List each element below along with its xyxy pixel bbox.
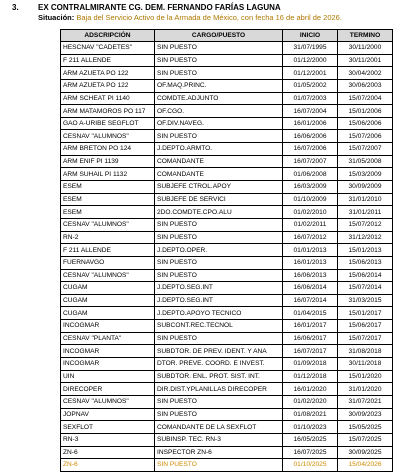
cell-termino: 15/06/2006 (338, 117, 393, 130)
heading (12, 3, 396, 23)
table-row (61, 218, 393, 231)
service-record-table (60, 29, 393, 472)
cell-termino: 15/03/2009 (338, 168, 393, 181)
cell-adscripcion: ESEM (61, 193, 155, 206)
cell-cargo: SIN PUESTO (155, 42, 283, 55)
cell-cargo: SIN PUESTO (155, 231, 283, 244)
table-row (61, 332, 393, 345)
situation-line (12, 13, 396, 23)
table-row (61, 433, 393, 446)
cell-inicio: 01/12/2018 (283, 370, 338, 383)
cell-termino: 15/06/2014 (338, 269, 393, 282)
cell-termino: 15/06/2017 (338, 320, 393, 333)
table-row (61, 282, 393, 295)
cell-inicio: 01/12/2001 (283, 67, 338, 80)
cell-inicio: 01/10/2023 (283, 421, 338, 434)
col-header-termino: TERMINO (338, 30, 393, 42)
cell-termino: 15/07/2004 (338, 92, 393, 105)
cell-adscripcion: INCOGMAR (61, 320, 155, 333)
cell-cargo: SUBDTOR. DE PREV. IDENT. Y ANA (155, 345, 283, 358)
cell-inicio: 16/06/2006 (283, 130, 338, 143)
table-row (61, 67, 393, 80)
cell-termino: 30/09/2023 (338, 408, 393, 421)
cell-inicio: 01/08/2021 (283, 408, 338, 421)
col-header-cargo: CARGO/PUESTO (155, 30, 283, 42)
situation-text: Baja del Servicio Activo de la Armada de México, con fecha 16 de abril de 2026. (76, 13, 342, 22)
cell-termino: 31/01/2011 (338, 206, 393, 219)
cell-adscripcion: DIRECOPER (61, 383, 155, 396)
cell-inicio: 16/03/2009 (283, 181, 338, 194)
cell-cargo: J.DEPTO.APOYO TECNICO (155, 307, 283, 320)
cell-cargo: SIN PUESTO (155, 130, 283, 143)
cell-inicio: 01/01/2013 (283, 244, 338, 257)
cell-termino: 15/07/2025 (338, 433, 393, 446)
cell-adscripcion: ZN-6 (61, 459, 155, 472)
cell-inicio: 01/10/2025 (283, 459, 338, 472)
cell-termino: 15/07/2006 (338, 130, 393, 143)
cell-termino: 15/01/2020 (338, 370, 393, 383)
cell-inicio: 16/06/2013 (283, 269, 338, 282)
table-row (61, 307, 393, 320)
cell-termino: 30/09/2025 (338, 446, 393, 459)
cell-inicio: 01/12/2000 (283, 54, 338, 67)
cell-cargo: SIN PUESTO (155, 269, 283, 282)
table-row (61, 320, 393, 333)
table-row (61, 358, 393, 371)
cell-adscripcion: INCOGMAR (61, 358, 155, 371)
table-row (61, 408, 393, 421)
table-row (61, 117, 393, 130)
cell-cargo: SIN PUESTO (155, 332, 283, 345)
cell-adscripcion: RN-2 (61, 231, 155, 244)
section-number: 3. (12, 3, 19, 12)
table-row (61, 193, 393, 206)
cell-adscripcion: CESNAV "PLANTA" (61, 332, 155, 345)
table-row (61, 421, 393, 434)
table-row (61, 256, 393, 269)
table-row (61, 446, 393, 459)
cell-adscripcion: RN-3 (61, 433, 155, 446)
cell-inicio: 16/07/2012 (283, 231, 338, 244)
cell-adscripcion: ESEM (61, 206, 155, 219)
table-row (61, 459, 393, 472)
cell-inicio: 16/01/2020 (283, 383, 338, 396)
cell-termino: 15/04/2026 (338, 459, 393, 472)
cell-adscripcion: ARM BRETON PO 124 (61, 143, 155, 156)
cell-inicio: 16/01/2017 (283, 320, 338, 333)
cell-termino: 30/11/2000 (338, 42, 393, 55)
cell-adscripcion: CUGAM (61, 294, 155, 307)
cell-cargo: SUBJEFE CTROL.APOY (155, 181, 283, 194)
cell-adscripcion: CUGAM (61, 307, 155, 320)
col-header-inicio: INICIO (283, 30, 338, 42)
table-body (61, 42, 393, 472)
table-row (61, 54, 393, 67)
cell-cargo: SIN PUESTO (155, 459, 283, 472)
table-row (61, 79, 393, 92)
cell-termino: 30/11/2018 (338, 358, 393, 371)
cell-termino: 15/07/2017 (338, 332, 393, 345)
header-row (61, 30, 393, 42)
cell-cargo: COMANDANTE (155, 155, 283, 168)
table-row (61, 269, 393, 282)
cell-termino: 15/07/2007 (338, 143, 393, 156)
table-row (61, 345, 393, 358)
cell-inicio: 16/05/2025 (283, 433, 338, 446)
cell-adscripcion: UIN (61, 370, 155, 383)
cell-adscripcion: CESNAV "ALUMNOS" (61, 269, 155, 282)
cell-termino: 31/01/2010 (338, 193, 393, 206)
cell-termino: 30/06/2003 (338, 79, 393, 92)
cell-inicio: 16/01/2013 (283, 256, 338, 269)
cell-inicio: 01/02/2010 (283, 206, 338, 219)
cell-cargo: SIN PUESTO (155, 218, 283, 231)
cell-termino: 30/09/2009 (338, 181, 393, 194)
cell-termino: 15/06/2013 (338, 256, 393, 269)
cell-inicio: 01/02/2020 (283, 395, 338, 408)
cell-termino: 31/03/2015 (338, 294, 393, 307)
cell-inicio: 16/01/2006 (283, 117, 338, 130)
officer-name: EX CONTRALMIRANTE CG. DEM. FERNANDO FARÍAS LAGUNA (38, 3, 281, 12)
cell-inicio: 16/07/2007 (283, 155, 338, 168)
cell-inicio: 16/07/2004 (283, 105, 338, 118)
table-row (61, 231, 393, 244)
table-row (61, 395, 393, 408)
cell-termino: 31/05/2008 (338, 155, 393, 168)
cell-adscripcion: CUGAM (61, 282, 155, 295)
cell-cargo: DTOR. PREVE. COORD. E INVEST. (155, 358, 283, 371)
cell-cargo: COMANDANTE (155, 168, 283, 181)
cell-cargo: COMDTE.ADJUNTO (155, 92, 283, 105)
cell-cargo: DIR.DIST.YPLANILLAS DIRECOPER (155, 383, 283, 396)
col-header-adscripcion: ADSCRIPCIÓN (61, 30, 155, 42)
cell-adscripcion: F 211 ALLENDE (61, 54, 155, 67)
cell-termino: 31/01/2020 (338, 383, 393, 396)
cell-inicio: 01/07/2003 (283, 92, 338, 105)
cell-termino: 30/11/2001 (338, 54, 393, 67)
cell-termino: 31/08/2018 (338, 345, 393, 358)
cell-cargo: OF.CGO. (155, 105, 283, 118)
table-row (61, 105, 393, 118)
cell-adscripcion: ESEM (61, 181, 155, 194)
cell-adscripcion: FUERNAVGO (61, 256, 155, 269)
cell-inicio: 16/06/2017 (283, 332, 338, 345)
cell-adscripcion: CESNAV "ALUMNOS" (61, 130, 155, 143)
officer-line (12, 3, 396, 13)
table-row (61, 244, 393, 257)
cell-cargo: J.DEPTO.SEG.INT (155, 294, 283, 307)
cell-inicio: 01/06/2008 (283, 168, 338, 181)
cell-inicio: 01/10/2009 (283, 193, 338, 206)
table-row (61, 206, 393, 219)
cell-adscripcion: ARM SUHAIL PI 1132 (61, 168, 155, 181)
cell-inicio: 16/07/2025 (283, 446, 338, 459)
cell-termino: 15/01/2013 (338, 244, 393, 257)
cell-adscripcion: GAO A-URIBE SEGFLOT (61, 117, 155, 130)
cell-adscripcion: ARM AZUETA PO 122 (61, 79, 155, 92)
cell-cargo: SUBJEFE DE SERVICI (155, 193, 283, 206)
cell-adscripcion: ARM SCHEAT PI 1140 (61, 92, 155, 105)
cell-inicio: 16/07/2006 (283, 143, 338, 156)
cell-adscripcion: HESCNAV "CADETES" (61, 42, 155, 55)
cell-cargo: J.DEPTO.OPER. (155, 244, 283, 257)
cell-cargo: 2DO.COMDTE.CPO.ALU (155, 206, 283, 219)
cell-cargo: SIN PUESTO (155, 67, 283, 80)
cell-adscripcion: CESNAV "ALUMNOS" (61, 218, 155, 231)
cell-cargo: SIN PUESTO (155, 395, 283, 408)
cell-cargo: INSPECTOR ZN-6 (155, 446, 283, 459)
cell-adscripcion: F 211 ALLENDE (61, 244, 155, 257)
cell-cargo: SUBCONT.REC.TECNOL (155, 320, 283, 333)
cell-adscripcion: ZN-6 (61, 446, 155, 459)
table-row (61, 130, 393, 143)
cell-inicio: 01/05/2002 (283, 79, 338, 92)
cell-termino: 15/05/2025 (338, 421, 393, 434)
cell-adscripcion: INCOGMAR (61, 345, 155, 358)
table-row (61, 143, 393, 156)
cell-adscripcion: CESNAV "ALUMNOS" (61, 395, 155, 408)
cell-termino: 15/07/2012 (338, 218, 393, 231)
cell-cargo: J.DEPTO.ARMTO. (155, 143, 283, 156)
cell-cargo: SUBDTOR. ENL. PROT. SIST. INT. (155, 370, 283, 383)
cell-termino: 31/07/2021 (338, 395, 393, 408)
cell-cargo: SIN PUESTO (155, 256, 283, 269)
table-row (61, 155, 393, 168)
cell-inicio: 16/07/2017 (283, 345, 338, 358)
cell-termino: 31/12/2012 (338, 231, 393, 244)
cell-inicio: 31/07/1995 (283, 42, 338, 55)
table-row (61, 370, 393, 383)
table-row (61, 168, 393, 181)
cell-termino: 15/01/2017 (338, 307, 393, 320)
cell-inicio: 16/07/2014 (283, 294, 338, 307)
cell-cargo: COMANDANTE DE LA SEXFLOT (155, 421, 283, 434)
table-row (61, 181, 393, 194)
cell-inicio: 01/09/2018 (283, 358, 338, 371)
cell-adscripcion: ARM AZUETA PO 122 (61, 67, 155, 80)
table-row (61, 383, 393, 396)
cell-adscripcion: ARM MATAMOROS PO 117 (61, 105, 155, 118)
table-row (61, 92, 393, 105)
table-row (61, 294, 393, 307)
cell-cargo: SIN PUESTO (155, 54, 283, 67)
cell-adscripcion: SEXFLOT (61, 421, 155, 434)
cell-termino: 15/07/2014 (338, 282, 393, 295)
cell-cargo: SIN PUESTO (155, 408, 283, 421)
cell-cargo: J.DEPTO.SEG.INT (155, 282, 283, 295)
cell-termino: 30/04/2002 (338, 67, 393, 80)
cell-adscripcion: ARM ENIF PI 1139 (61, 155, 155, 168)
table-row (61, 42, 393, 55)
cell-cargo: SUBINSP. TEC. RN-3 (155, 433, 283, 446)
cell-inicio: 01/02/2011 (283, 218, 338, 231)
cell-inicio: 01/04/2015 (283, 307, 338, 320)
cell-adscripcion: JOPNAV (61, 408, 155, 421)
cell-inicio: 16/06/2014 (283, 282, 338, 295)
situation-label: Situación: (38, 13, 75, 22)
cell-cargo: OF.MAQ.PRINC. (155, 79, 283, 92)
cell-termino: 15/01/2006 (338, 105, 393, 118)
cell-cargo: OF.DIV.NAVEG. (155, 117, 283, 130)
